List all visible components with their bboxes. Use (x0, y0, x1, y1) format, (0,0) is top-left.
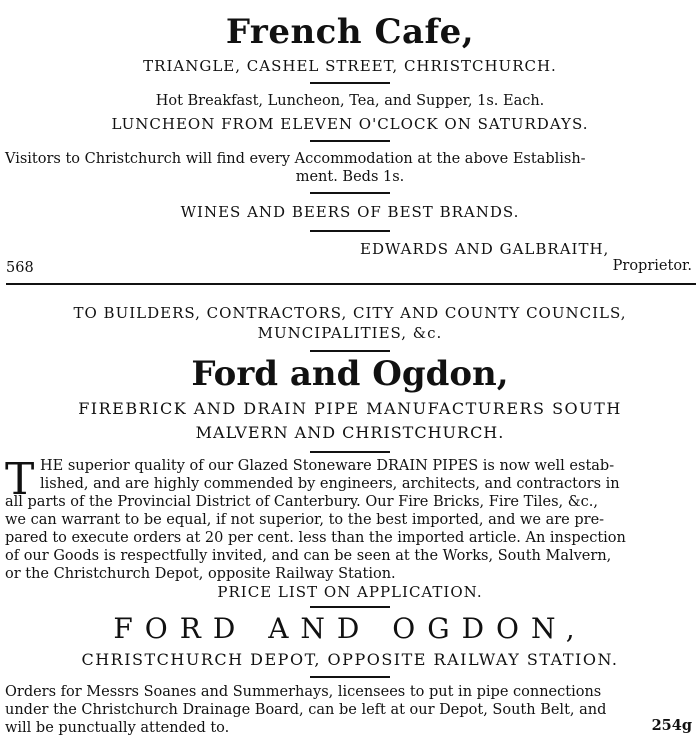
ford-body-line7: or the Christchurch Depot, opposite Railway Station. (5, 566, 396, 582)
divider (310, 606, 390, 608)
cafe-visitors-note: Visitors to Christchurch will find every Accommodation at the above Establish- (5, 151, 586, 167)
ford-body-line1: HE superior quality of our Glazed Stoneware DRAIN PIPES is now well estab- (40, 458, 615, 474)
divider (310, 676, 390, 678)
ford-body-line2: lished, and are highly commended by engineers, architects, and contractors in (40, 476, 620, 492)
divider (310, 451, 390, 453)
cafe-owners: EDWARDS AND GALBRAITH, (360, 240, 610, 258)
ford-orders-line1: Orders for Messrs Soanes and Summerhays, licensees to put in pipe connections (5, 684, 602, 700)
ford-body-line3: all parts of the Provincial District of Canterbury. Our Fire Bricks, Fire Tiles, &c., (5, 494, 599, 510)
divider (310, 140, 390, 142)
cafe-saturday-hours: LUNCHEON FROM ELEVEN O'CLOCK ON SATURDAYS. (111, 115, 589, 133)
ford-dropcap: T (5, 454, 35, 505)
ford-depot: CHRISTCHURCH DEPOT, OPPOSITE RAILWAY STATION. (81, 650, 619, 669)
ford-body-line4: we can warrant to be equal, if not superior, to the best imported, and we are pre- (5, 512, 605, 528)
ford-body-line6: of our Goods is respectfully invited, and can be seen at the Works, South Malvern, (5, 548, 612, 564)
ford-orders-line2: under the Christchurch Drainage Board, can be left at our Depot, South Belt, and (5, 702, 607, 718)
ford-heading-line1: TO BUILDERS, CONTRACTORS, CITY AND COUNTY COUNCILS, (73, 304, 627, 322)
cafe-visitors-note-cont: ment. Beds 1s. (295, 169, 405, 185)
divider (310, 230, 390, 232)
ford-title-spaced: FORD AND OGDON, (113, 612, 587, 645)
section-divider (6, 283, 696, 285)
ford-body-line5: pared to execute orders at 20 per cent. less than the imported article. An inspection (5, 530, 626, 546)
divider (310, 350, 390, 352)
cafe-address: TRIANGLE, CASHEL STREET, CHRISTCHURCH. (143, 57, 557, 75)
cafe-wines: WINES AND BEERS OF BEST BRANDS. (180, 203, 520, 221)
cafe-ref-number: 568 (6, 260, 34, 276)
divider (310, 82, 390, 84)
cafe-role: Proprietor. (612, 258, 692, 274)
ford-heading-line2: MUNCIPALITIES, &c. (257, 324, 443, 342)
ford-ref-number: 254g (651, 717, 692, 734)
cafe-title: French Cafe, (225, 12, 475, 52)
ford-title: Ford and Ogdon, (191, 354, 509, 394)
ford-subtitle-line2: MALVERN AND CHRISTCHURCH. (195, 423, 505, 442)
ford-orders-line3: will be punctually attended to. (5, 720, 230, 736)
divider (310, 192, 390, 194)
ford-subtitle-line1: FIREBRICK AND DRAIN PIPE MANUFACTURERS SOUTH (78, 399, 622, 418)
ford-price-list: PRICE LIST ON APPLICATION. (217, 583, 483, 601)
cafe-meals: Hot Breakfast, Luncheon, Tea, and Supper, 1s. Each. (155, 93, 545, 109)
